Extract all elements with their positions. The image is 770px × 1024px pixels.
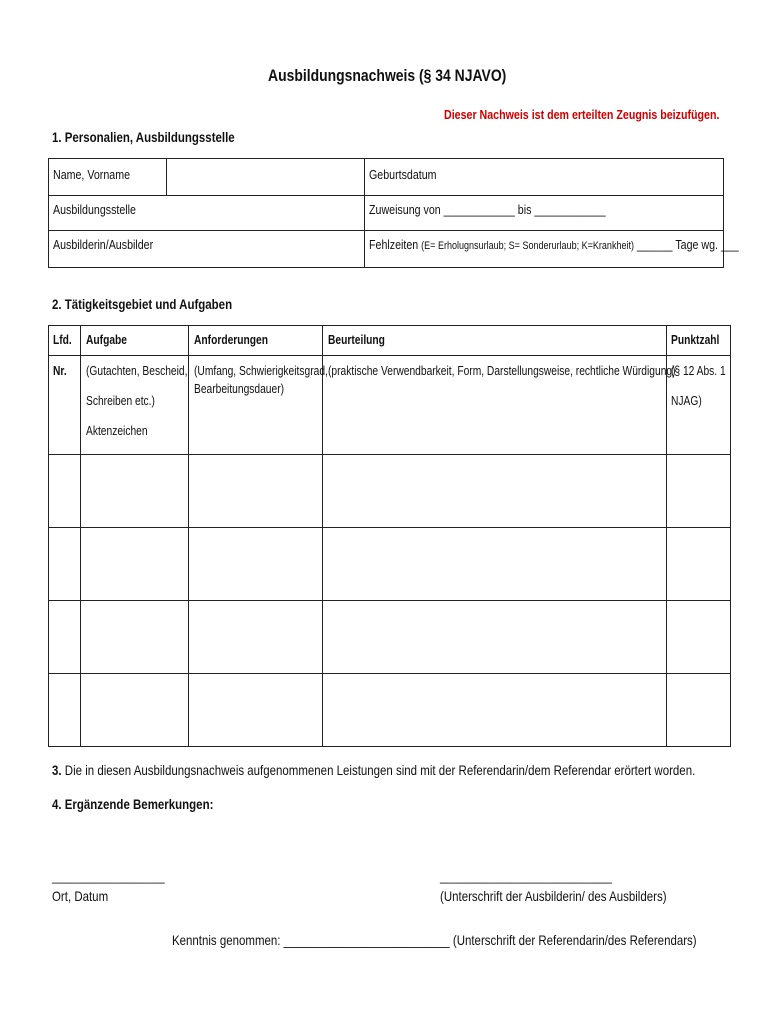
table-row[interactable]	[49, 601, 730, 673]
personal-details-table	[48, 158, 739, 268]
name-input-cell[interactable]	[167, 159, 363, 194]
remarks-area[interactable]	[52, 818, 724, 868]
page-title: Ausbildungsnachweis (§ 34 NJAVO)	[268, 66, 507, 85]
aufgabe-hint-3: Aktenzeichen	[86, 424, 148, 438]
punktzahl-hint-1: (§ 12 Abs. 1	[671, 364, 726, 378]
absence-label: Fehlzeiten (E= Erholugnsurlaub; S= Sonderurlaub; K=Krankheit) ______ Tage wg. ___	[369, 237, 739, 252]
table-row[interactable]	[49, 674, 730, 746]
aufgabe-hint-2: Schreiben etc.)	[86, 394, 155, 408]
section1-heading: 1. Personalien, Ausbildungsstelle	[52, 129, 235, 145]
anforderungen-hint-2: Bearbeitungsdauer)	[194, 382, 285, 396]
trainer-signature-line[interactable]: _____________________________	[440, 869, 612, 884]
punktzahl-hint-2: NJAG)	[671, 394, 702, 408]
place-date-label: Ort, Datum	[52, 888, 109, 904]
table-row[interactable]	[49, 455, 730, 527]
aufgabe-hint-1: (Gutachten, Bescheid,	[86, 364, 188, 378]
col-header-anforderungen: Anforderungen	[194, 333, 269, 347]
tasks-table	[48, 325, 731, 747]
discussion-statement: 3. Die in diesen Ausbildungsnachweis aufgenommenen Leistungen sind mit der Referendarin/dem Referendar erörtert worden.	[52, 762, 696, 778]
col-header-lfd: Lfd.	[53, 333, 72, 347]
table-row[interactable]	[49, 528, 730, 600]
col-header-beurteilung: Beurteilung	[328, 333, 385, 347]
name-label: Name, Vorname	[53, 167, 131, 182]
place-date-line[interactable]: ___________________	[52, 869, 165, 884]
assignment-period-label: Zuweisung von ____________ bis ____________	[369, 202, 606, 217]
training-office-label: Ausbildungsstelle	[53, 202, 136, 217]
attachment-notice: Dieser Nachweis ist dem erteilten Zeugnis beizufügen.	[444, 107, 720, 122]
anforderungen-hint-1: (Umfang, Schwierigkeitsgrad,	[194, 364, 328, 378]
section4-heading: 4. Ergänzende Bemerkungen:	[52, 796, 214, 812]
acknowledgement-line[interactable]: Kenntnis genommen: __________________________ (Unterschrift der Referendarin/des Referendars)	[172, 932, 697, 948]
col-header-aufgabe: Aufgabe	[86, 333, 127, 347]
trainer-signature-label: (Unterschrift der Ausbilderin/ des Ausbilders)	[440, 888, 667, 904]
col-header-punktzahl: Punktzahl	[671, 333, 720, 347]
birthdate-label: Geburtsdatum	[369, 167, 437, 182]
col-header-nr: Nr.	[53, 364, 67, 378]
beurteilung-hint: (praktische Verwendbarkeit, Form, Darstellungsweise, rechtliche Würdigung)	[328, 364, 676, 378]
trainer-label: Ausbilderin/Ausbilder	[53, 237, 154, 252]
section2-heading: 2. Tätigkeitsgebiet und Aufgaben	[52, 296, 233, 312]
